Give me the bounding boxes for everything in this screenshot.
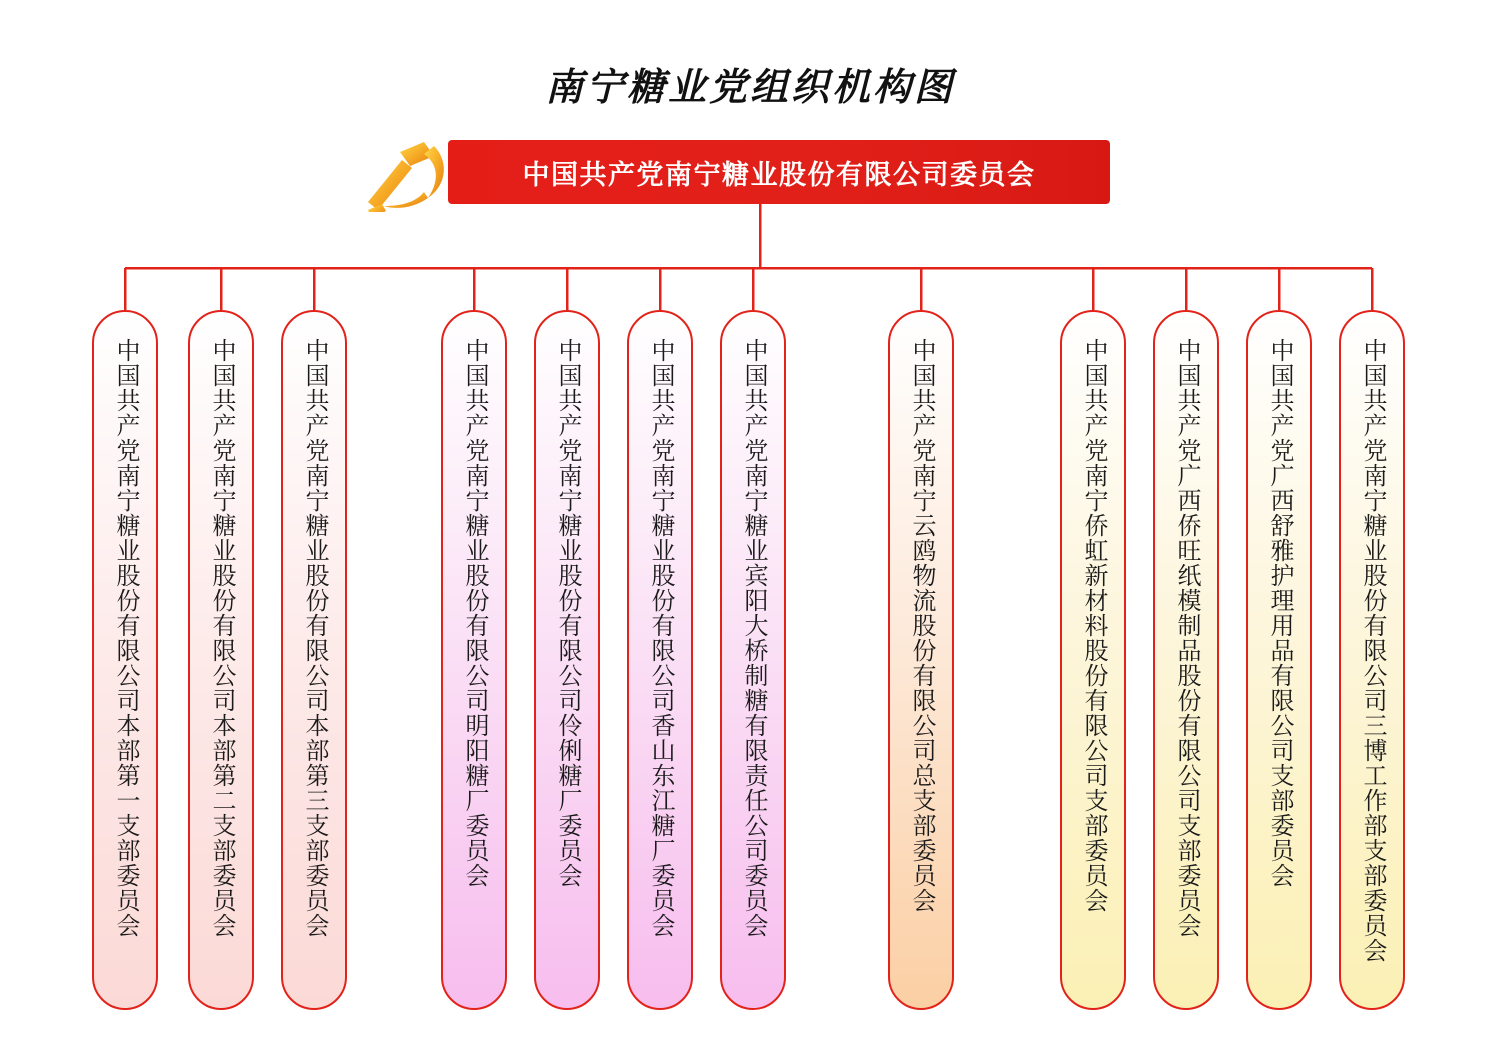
root-banner[interactable] xyxy=(448,140,1110,204)
org-node-10[interactable] xyxy=(1153,310,1219,1010)
org-node-label: 中国共产党南宁糖业股份有限公司三博工作部支部委员会 xyxy=(1359,338,1386,963)
org-node-12[interactable] xyxy=(1339,310,1405,1010)
org-node-label: 中国共产党南宁侨虹新材料股份有限公司支部委员会 xyxy=(1080,338,1107,913)
org-node-label: 中国共产党南宁云鸥物流股份有限公司总支部委员会 xyxy=(908,338,935,913)
org-node-label: 中国共产党南宁糖业股份有限公司本部第一支部委员会 xyxy=(112,338,139,938)
org-node-label: 中国共产党南宁糖业宾阳大桥制糖有限责任公司委员会 xyxy=(740,338,767,938)
org-node-label: 中国共产党南宁糖业股份有限公司香山东江糖厂委员会 xyxy=(647,338,674,938)
org-node-label: 中国共产党南宁糖业股份有限公司明阳糖厂委员会 xyxy=(461,338,488,888)
org-node-7[interactable] xyxy=(720,310,786,1010)
org-node-8[interactable] xyxy=(888,310,954,1010)
org-node-label: 中国共产党南宁糖业股份有限公司伶俐糖厂委员会 xyxy=(554,338,581,888)
root-node-label: 中国共产党南宁糖业股份有限公司委员会 xyxy=(522,159,1036,190)
org-node-4[interactable] xyxy=(441,310,507,1010)
root-node[interactable] xyxy=(350,140,1110,204)
org-node-1[interactable] xyxy=(92,310,158,1010)
org-node-label: 中国共产党南宁糖业股份有限公司本部第三支部委员会 xyxy=(301,338,328,938)
org-node-2[interactable] xyxy=(188,310,254,1010)
page-title: 南宁糖业党组织机构图 xyxy=(544,67,955,109)
org-node-11[interactable] xyxy=(1246,310,1312,1010)
org-node-3[interactable] xyxy=(281,310,347,1010)
org-node-9[interactable] xyxy=(1060,310,1126,1010)
org-node-label: 中国共产党南宁糖业股份有限公司本部第二支部委员会 xyxy=(208,338,235,938)
party-emblem-icon xyxy=(350,132,460,212)
org-node-label: 中国共产党广西舒雅护理用品有限公司支部委员会 xyxy=(1266,338,1293,888)
org-node-5[interactable] xyxy=(534,310,600,1010)
org-node-label: 中国共产党广西侨旺纸模制品股份有限公司支部委员会 xyxy=(1173,338,1200,938)
org-node-6[interactable] xyxy=(627,310,693,1010)
